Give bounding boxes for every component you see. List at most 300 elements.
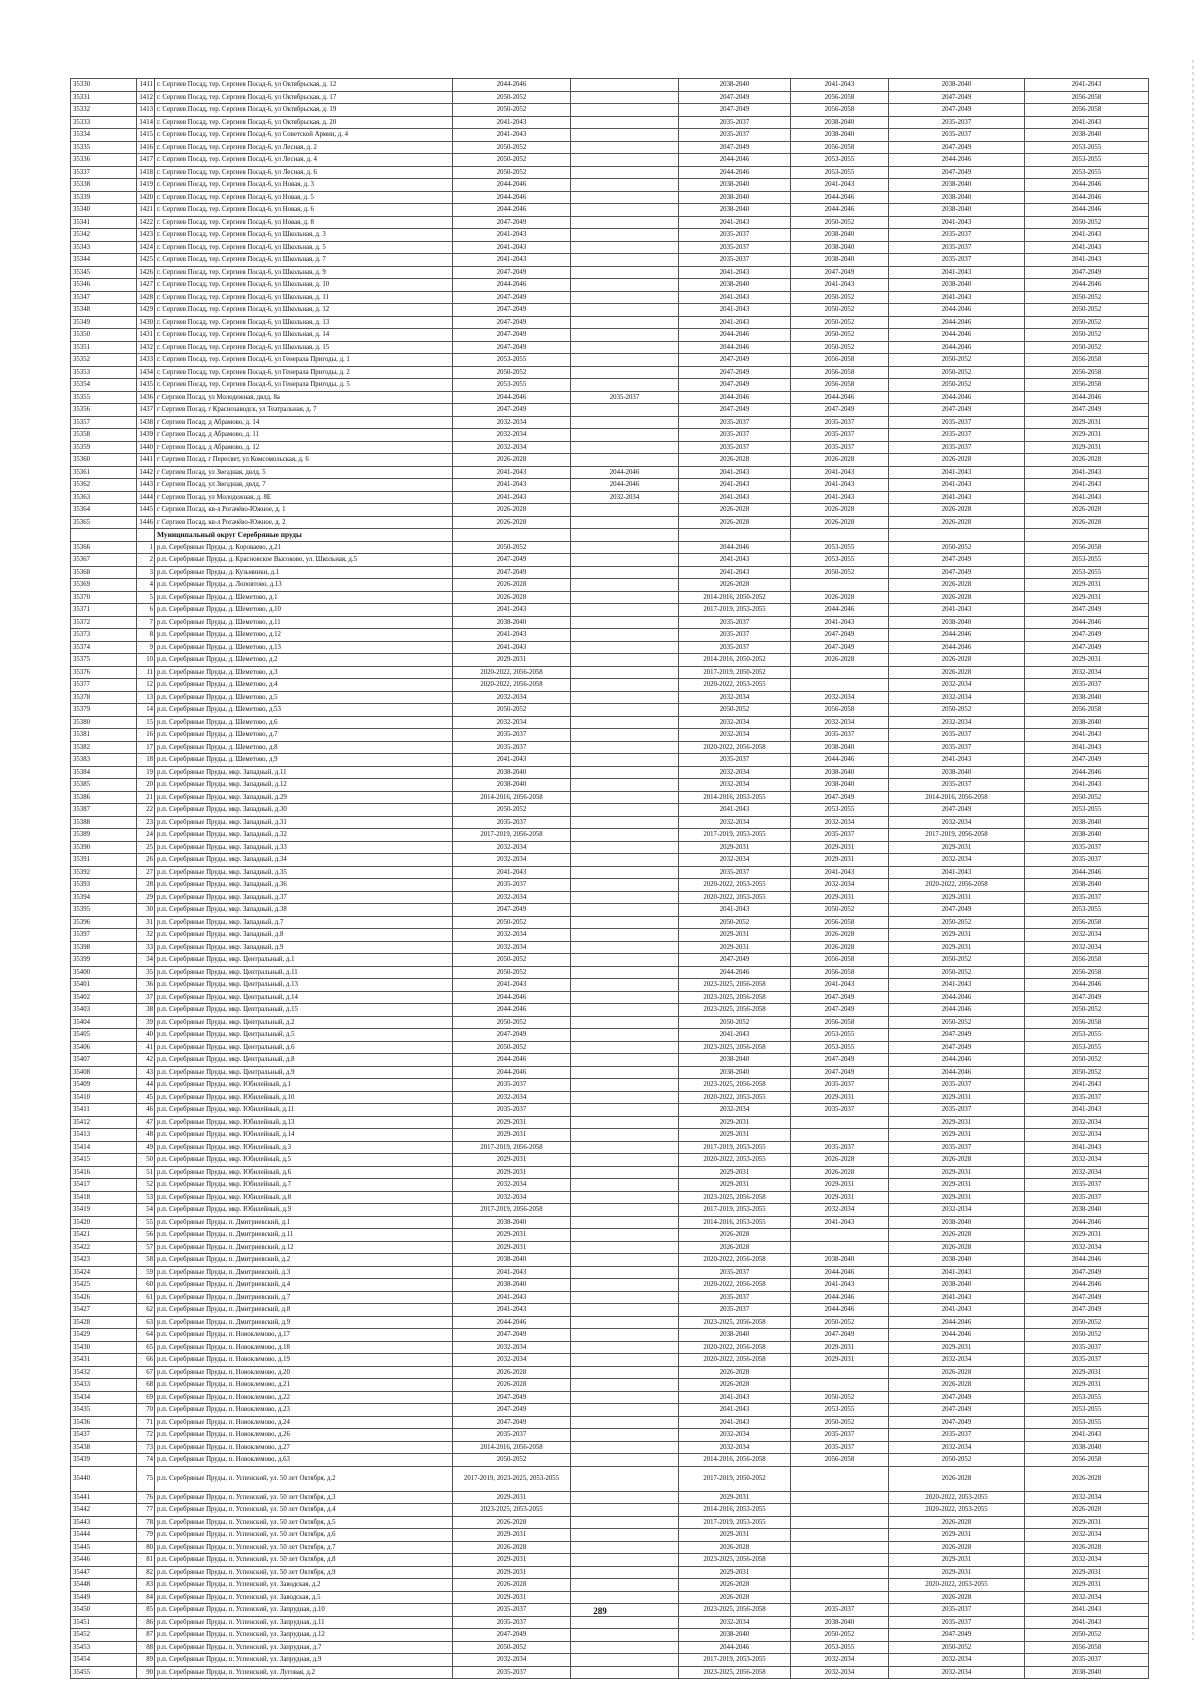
- table-row: [71, 404, 1149, 417]
- table-row: [71, 1329, 1149, 1342]
- table-cell: 35394: [71, 891, 137, 904]
- table-cell: 2044-2046: [1025, 204, 1149, 217]
- table-cell: г. Сергиев Посад, тер. Сергиев Посад-6, ул Новая, д. 3: [155, 179, 453, 192]
- table-cell: 2017-2019, 2053-2055: [679, 1516, 791, 1529]
- table-cell: 2041-2043: [1025, 1079, 1149, 1092]
- table-cell: 47: [137, 1116, 155, 1129]
- table-row: [71, 979, 1149, 992]
- table-row: [71, 1191, 1149, 1204]
- table-cell: 2041-2043: [453, 479, 571, 492]
- table-cell: 35338: [71, 179, 137, 192]
- table-cell: 50: [137, 1154, 155, 1167]
- table-cell: 2035-2037: [791, 829, 889, 842]
- table-cell: р.п. Серебряные Пруды, мкр. Юбилейный, д.9: [155, 1204, 453, 1217]
- table-cell: 1438: [137, 416, 155, 429]
- table-cell: 2029-2031: [1025, 1516, 1149, 1529]
- table-cell: 2020-2022, 2056-2058: [679, 1279, 791, 1292]
- table-cell: 2032-2034: [889, 1654, 1025, 1667]
- table-row: [71, 916, 1149, 929]
- table-cell: 2041-2043: [1025, 1604, 1149, 1617]
- table-cell: 89: [137, 1654, 155, 1667]
- table-cell: г Сергиев Посад, г Пересвет, ул Комсомольская, д. 6: [155, 454, 453, 467]
- table-cell: 2047-2049: [889, 166, 1025, 179]
- table-cell: [791, 1229, 889, 1242]
- table-cell: 2047-2049: [1025, 641, 1149, 654]
- table-cell: р.п. Серебряные Пруды, п. Новоклемово, д.23: [155, 1404, 453, 1417]
- table-cell: 35380: [71, 716, 137, 729]
- table-cell: 2032-2034: [453, 1179, 571, 1192]
- table-cell: 17: [137, 741, 155, 754]
- table-cell: [571, 1329, 679, 1342]
- table-cell: [791, 1116, 889, 1129]
- table-cell: 2029-2031: [889, 1341, 1025, 1354]
- table-cell: 2038-2040: [679, 191, 791, 204]
- table-cell: 2041-2043: [1025, 1141, 1149, 1154]
- table-row: [71, 441, 1149, 454]
- table-cell: 2014-2016, 2056-2058: [453, 791, 571, 804]
- table-cell: 2047-2049: [453, 304, 571, 317]
- table-row: [71, 1154, 1149, 1167]
- table-cell: 2050-2052: [1025, 1316, 1149, 1329]
- table-cell: 2041-2043: [1025, 79, 1149, 92]
- table-cell: 35343: [71, 241, 137, 254]
- table-cell: 2041-2043: [791, 491, 889, 504]
- table-cell: [571, 1441, 679, 1454]
- table-cell: р.п. Серебряные Пруды, п. Успенский, ул. Запрудная, д.12: [155, 1629, 453, 1642]
- table-row: [71, 266, 1149, 279]
- table-cell: р.п. Серебряные Пруды, п. Дмитриевский, д.11: [155, 1229, 453, 1242]
- table-cell: 2035-2037: [889, 116, 1025, 129]
- table-cell: р.п. Серебряные Пруды, мкр. Западный, д.33: [155, 841, 453, 854]
- table-row: [71, 229, 1149, 242]
- table-cell: 2032-2034: [1025, 1591, 1149, 1604]
- table-cell: 2020-2022, 2053-2055: [679, 1091, 791, 1104]
- table-cell: 2050-2052: [889, 1641, 1025, 1654]
- table-row: [71, 416, 1149, 429]
- table-cell: 2017-2019, 2053-2055: [679, 829, 791, 842]
- table-cell: 2035-2037: [679, 416, 791, 429]
- table-cell: р.п. Серебряные Пруды, п. Дмитриевский, д.3: [155, 1266, 453, 1279]
- table-cell: 2029-2031: [889, 1529, 1025, 1542]
- table-cell: 1441: [137, 454, 155, 467]
- table-cell: [571, 454, 679, 467]
- table-cell: 2032-2034: [453, 891, 571, 904]
- table-cell: [571, 979, 679, 992]
- table-row: [71, 1066, 1149, 1079]
- table-row: [71, 254, 1149, 267]
- table-cell: р.п. Серебряные Пруды, д. Шеметово, д.8: [155, 741, 453, 754]
- table-cell: 15: [137, 716, 155, 729]
- table-row: [71, 654, 1149, 667]
- table-cell: 2038-2040: [791, 129, 889, 142]
- table-cell: [571, 516, 679, 529]
- table-cell: 2017-2019, 2053-2055: [679, 1141, 791, 1154]
- table-cell: 35336: [71, 154, 137, 167]
- table-cell: 2023-2025, 2056-2058: [679, 1079, 791, 1092]
- table-cell: р.п. Серебряные Пруды, п. Дмитриевский, д.4: [155, 1279, 453, 1292]
- table-cell: 2044-2046: [1025, 179, 1149, 192]
- table-cell: 2056-2058: [1025, 91, 1149, 104]
- table-cell: 2047-2049: [889, 1391, 1025, 1404]
- table-cell: 2026-2028: [679, 1366, 791, 1379]
- table-cell: [571, 691, 679, 704]
- table-cell: г Сергиев Посад, д Абрамово, д. 12: [155, 441, 453, 454]
- table-cell: 2035-2037: [791, 1604, 889, 1617]
- table-cell: [571, 1091, 679, 1104]
- table-row: [71, 316, 1149, 329]
- table-cell: 2026-2028: [453, 579, 571, 592]
- table-cell: 2041-2043: [679, 291, 791, 304]
- table-cell: 75: [137, 1466, 155, 1491]
- table-cell: р.п. Серебряные Пруды, мкр. Юбилейный, д.7: [155, 1179, 453, 1192]
- table-cell: 63: [137, 1316, 155, 1329]
- table-cell: [791, 1579, 889, 1592]
- table-cell: [571, 954, 679, 967]
- table-cell: 2044-2046: [679, 391, 791, 404]
- table-cell: 2044-2046: [453, 1004, 571, 1017]
- table-cell: 2038-2040: [679, 1066, 791, 1079]
- table-cell: 35399: [71, 954, 137, 967]
- table-cell: 2032-2034: [679, 766, 791, 779]
- table-cell: 2056-2058: [791, 966, 889, 979]
- table-cell: 2053-2055: [791, 1041, 889, 1054]
- table-cell: 2041-2043: [791, 979, 889, 992]
- table-cell: 2041-2043: [679, 479, 791, 492]
- table-cell: р.п. Серебряные Пруды, п. Новоклемово, д.19: [155, 1354, 453, 1367]
- table-cell: 2044-2046: [679, 966, 791, 979]
- table-cell: 2044-2046: [889, 1316, 1025, 1329]
- table-cell: 35422: [71, 1241, 137, 1254]
- table-cell: 2032-2034: [453, 441, 571, 454]
- table-cell: 2047-2049: [453, 291, 571, 304]
- table-cell: г. Сергиев Посад, тер. Сергиев Посад-6, ул Школьная, д. 13: [155, 316, 453, 329]
- table-cell: 1431: [137, 329, 155, 342]
- table-row: [71, 1079, 1149, 1092]
- table-cell: 2041-2043: [1025, 491, 1149, 504]
- table-cell: 2026-2028: [791, 654, 889, 667]
- table-cell: 2035-2037: [889, 729, 1025, 742]
- table-row: [71, 1566, 1149, 1579]
- table-cell: г. Сергиев Посад, тер. Сергиев Посад-6, ул Новая, д. 6: [155, 204, 453, 217]
- table-cell: 2035-2037: [791, 1441, 889, 1454]
- table-cell: 2026-2028: [889, 1229, 1025, 1242]
- table-cell: 35416: [71, 1166, 137, 1179]
- table-cell: 35437: [71, 1429, 137, 1442]
- table-cell: [571, 554, 679, 567]
- table-cell: 2047-2049: [889, 91, 1025, 104]
- table-cell: 86: [137, 1616, 155, 1629]
- table-cell: [571, 1054, 679, 1067]
- table-cell: 35349: [71, 316, 137, 329]
- table-cell: 21: [137, 791, 155, 804]
- table-cell: 2041-2043: [889, 479, 1025, 492]
- table-cell: 2053-2055: [791, 166, 889, 179]
- table-cell: 2050-2052: [791, 1316, 889, 1329]
- table-cell: [571, 404, 679, 417]
- table-cell: р.п. Серебряные Пруды, мкр. Западный, д.7: [155, 916, 453, 929]
- table-cell: 2044-2046: [453, 204, 571, 217]
- table-cell: 2023-2025, 2056-2058: [679, 979, 791, 992]
- table-row: [71, 1291, 1149, 1304]
- table-cell: 79: [137, 1529, 155, 1542]
- table-cell: 2047-2049: [791, 404, 889, 417]
- table-cell: 35432: [71, 1366, 137, 1379]
- table-cell: 2050-2052: [453, 916, 571, 929]
- table-cell: 2035-2037: [679, 1304, 791, 1317]
- table-cell: 2047-2049: [1025, 404, 1149, 417]
- table-cell: 2029-2031: [679, 929, 791, 942]
- table-cell: 2041-2043: [453, 229, 571, 242]
- table-cell: [571, 354, 679, 367]
- table-cell: 2020-2022, 2056-2058: [679, 1341, 791, 1354]
- table-cell: 13: [137, 691, 155, 704]
- table-cell: р.п. Серебряные Пруды, д. Кузьминки, д.1: [155, 566, 453, 579]
- table-row: [71, 1266, 1149, 1279]
- table-cell: 1440: [137, 441, 155, 454]
- table-cell: 2026-2028: [889, 454, 1025, 467]
- table-cell: 2047-2049: [889, 554, 1025, 567]
- table-cell: 1430: [137, 316, 155, 329]
- table-cell: 19: [137, 766, 155, 779]
- table-cell: 1416: [137, 141, 155, 154]
- table-row: [71, 116, 1149, 129]
- table-cell: 2038-2040: [679, 204, 791, 217]
- table-cell: 2044-2046: [453, 179, 571, 192]
- table-cell: 2032-2034: [453, 691, 571, 704]
- table-cell: 2038-2040: [889, 204, 1025, 217]
- table-cell: 2035-2037: [889, 1616, 1025, 1629]
- table-cell: 2047-2049: [453, 1329, 571, 1342]
- table-cell: 64: [137, 1329, 155, 1342]
- table-cell: [571, 741, 679, 754]
- table-cell: 35435: [71, 1404, 137, 1417]
- table-cell: 35410: [71, 1091, 137, 1104]
- table-row: [71, 1316, 1149, 1329]
- table-cell: 2032-2034: [1025, 1154, 1149, 1167]
- table-cell: 2041-2043: [791, 279, 889, 292]
- table-cell: 2035-2037: [453, 729, 571, 742]
- table-cell: [571, 179, 679, 192]
- table-row: [71, 391, 1149, 404]
- table-cell: 2026-2028: [791, 929, 889, 942]
- table-cell: 2035-2037: [791, 729, 889, 742]
- table-cell: 23: [137, 816, 155, 829]
- table-cell: 1442: [137, 466, 155, 479]
- table-cell: г Сергиев Посад, ул Звездная, двлд. 7: [155, 479, 453, 492]
- table-cell: [571, 816, 679, 829]
- table-cell: [571, 1216, 679, 1229]
- table-cell: 2050-2052: [791, 1629, 889, 1642]
- table-cell: 2032-2034: [679, 1104, 791, 1117]
- table-cell: 2041-2043: [679, 566, 791, 579]
- table-cell: 2050-2052: [453, 104, 571, 117]
- table-cell: 6: [137, 604, 155, 617]
- table-cell: 2035-2037: [791, 429, 889, 442]
- table-cell: 2035-2037: [1025, 854, 1149, 867]
- table-cell: 2032-2034: [791, 816, 889, 829]
- table-cell: 2050-2052: [889, 704, 1025, 717]
- table-cell: 35367: [71, 554, 137, 567]
- table-cell: 35428: [71, 1316, 137, 1329]
- table-cell: 2032-2034: [453, 1341, 571, 1354]
- table-cell: 2035-2037: [889, 129, 1025, 142]
- table-cell: р.п. Серебряные Пруды, д. Шеметово, д.4: [155, 679, 453, 692]
- table-cell: 2038-2040: [889, 179, 1025, 192]
- table-row: [71, 1616, 1149, 1629]
- table-cell: 2056-2058: [1025, 1016, 1149, 1029]
- table-cell: 35398: [71, 941, 137, 954]
- table-cell: 2047-2049: [791, 791, 889, 804]
- table-row: [71, 454, 1149, 467]
- table-cell: 2044-2046: [453, 191, 571, 204]
- table-row: [71, 1404, 1149, 1417]
- table-cell: 2056-2058: [1025, 366, 1149, 379]
- table-cell: 2014-2016, 2050-2052: [679, 654, 791, 667]
- table-cell: 2047-2049: [453, 1391, 571, 1404]
- table-cell: 35444: [71, 1529, 137, 1542]
- table-cell: 2035-2037: [679, 629, 791, 642]
- table-cell: р.п. Серебряные Пруды, п. Новоклемово, д.27: [155, 1441, 453, 1454]
- table-cell: 2053-2055: [1025, 554, 1149, 567]
- table-row: [71, 141, 1149, 154]
- table-cell: 2026-2028: [1025, 1541, 1149, 1554]
- table-cell: р.п. Серебряные Пруды, п. Дмитриевский, д.1: [155, 1216, 453, 1229]
- table-cell: 35412: [71, 1116, 137, 1129]
- table-cell: 2047-2049: [679, 366, 791, 379]
- table-cell: р.п. Серебряные Пруды, мкр. Центральный, д.1: [155, 954, 453, 967]
- table-cell: 35360: [71, 454, 137, 467]
- table-cell: 2032-2034: [1025, 941, 1149, 954]
- table-cell: р.п. Серебряные Пруды, п. Успенский, ул. Запрудная, д.7: [155, 1641, 453, 1654]
- table-cell: 2026-2028: [889, 1366, 1025, 1379]
- table-cell: 2026-2028: [889, 1241, 1025, 1254]
- table-cell: 2026-2028: [791, 504, 889, 517]
- table-cell: 2032-2034: [679, 854, 791, 867]
- table-cell: р.п. Серебряные Пруды, мкр. Центральный, д.15: [155, 1004, 453, 1017]
- table-cell: 68: [137, 1379, 155, 1392]
- table-cell: 2026-2028: [889, 654, 1025, 667]
- table-cell: [571, 704, 679, 717]
- table-cell: 18: [137, 754, 155, 767]
- table-cell: 49: [137, 1141, 155, 1154]
- table-cell: [791, 529, 889, 542]
- table-cell: 35401: [71, 979, 137, 992]
- table-cell: 43: [137, 1066, 155, 1079]
- table-cell: 2035-2037: [453, 1666, 571, 1679]
- table-cell: 2029-2031: [453, 1566, 571, 1579]
- table-row: [71, 604, 1149, 617]
- table-cell: [571, 591, 679, 604]
- table-cell: 2029-2031: [453, 1129, 571, 1142]
- table-cell: 2056-2058: [791, 916, 889, 929]
- table-cell: 2041-2043: [679, 266, 791, 279]
- table-cell: [571, 1379, 679, 1392]
- table-cell: 2041-2043: [1025, 1104, 1149, 1117]
- table-cell: 2041-2043: [889, 466, 1025, 479]
- table-cell: 35387: [71, 804, 137, 817]
- table-cell: 35429: [71, 1329, 137, 1342]
- table-cell: 2044-2046: [1025, 616, 1149, 629]
- table-row: [71, 1641, 1149, 1654]
- table-cell: 35348: [71, 304, 137, 317]
- table-cell: 70: [137, 1404, 155, 1417]
- table-row: [71, 1204, 1149, 1217]
- table-row: [71, 941, 1149, 954]
- table-cell: [571, 529, 679, 542]
- table-cell: 2026-2028: [889, 591, 1025, 604]
- table-cell: 2050-2052: [1025, 291, 1149, 304]
- table-cell: 2026-2028: [889, 1379, 1025, 1392]
- table-cell: р.п. Серебряные Пруды, д. Шеметово, д.3: [155, 666, 453, 679]
- table-cell: [571, 504, 679, 517]
- table-cell: 2050-2052: [453, 541, 571, 554]
- table-cell: 2050-2052: [791, 1391, 889, 1404]
- table-cell: 2029-2031: [453, 1554, 571, 1567]
- table-cell: 2035-2037: [453, 1429, 571, 1442]
- table-cell: 40: [137, 1029, 155, 1042]
- table-cell: 2050-2052: [453, 366, 571, 379]
- table-cell: 2020-2022, 2056-2058: [453, 679, 571, 692]
- table-row: [71, 1666, 1149, 1679]
- table-cell: 2041-2043: [453, 466, 571, 479]
- table-row: [71, 841, 1149, 854]
- table-row: [71, 1041, 1149, 1054]
- table-cell: [571, 1166, 679, 1179]
- table-row: [71, 666, 1149, 679]
- table-cell: 2050-2052: [453, 954, 571, 967]
- table-cell: 2047-2049: [791, 991, 889, 1004]
- table-cell: [791, 1129, 889, 1142]
- table-cell: [571, 916, 679, 929]
- table-cell: р.п. Серебряные Пруды, п. Успенский, ул. 50 лет Октября, д.8: [155, 1554, 453, 1567]
- table-cell: 2044-2046: [679, 341, 791, 354]
- table-cell: 2026-2028: [1025, 516, 1149, 529]
- table-cell: 2053-2055: [791, 154, 889, 167]
- table-cell: 2050-2052: [453, 1641, 571, 1654]
- table-cell: [571, 1391, 679, 1404]
- table-cell: 2041-2043: [679, 1404, 791, 1417]
- table-cell: 2044-2046: [791, 391, 889, 404]
- table-cell: 2053-2055: [791, 541, 889, 554]
- table-cell: [571, 1316, 679, 1329]
- table-cell: 2038-2040: [1025, 816, 1149, 829]
- table-cell: 2026-2028: [453, 1379, 571, 1392]
- table-row: [71, 1104, 1149, 1117]
- table-row: [71, 741, 1149, 754]
- table-cell: [453, 529, 571, 542]
- table-cell: 2017-2019, 2053-2055: [679, 1654, 791, 1667]
- table-cell: р.п. Серебряные Пруды, п. Новоклемово, д.63: [155, 1454, 453, 1467]
- table-cell: 2047-2049: [1025, 629, 1149, 642]
- table-cell: [571, 1066, 679, 1079]
- table-cell: 2050-2052: [453, 804, 571, 817]
- table-cell: 81: [137, 1554, 155, 1567]
- table-cell: 65: [137, 1341, 155, 1354]
- table-cell: 27: [137, 866, 155, 879]
- table-cell: 2035-2037: [791, 441, 889, 454]
- table-cell: 2041-2043: [1025, 466, 1149, 479]
- table-row: [71, 204, 1149, 217]
- table-cell: 2029-2031: [791, 1341, 889, 1354]
- table-row: [71, 429, 1149, 442]
- table-cell: 35419: [71, 1204, 137, 1217]
- table-cell: [791, 1504, 889, 1517]
- table-cell: 2044-2046: [679, 1641, 791, 1654]
- table-cell: 33: [137, 941, 155, 954]
- table-cell: [571, 1666, 679, 1679]
- table-cell: [571, 841, 679, 854]
- table-cell: р.п. Серебряные Пруды, п. Новоклемово, д.18: [155, 1341, 453, 1354]
